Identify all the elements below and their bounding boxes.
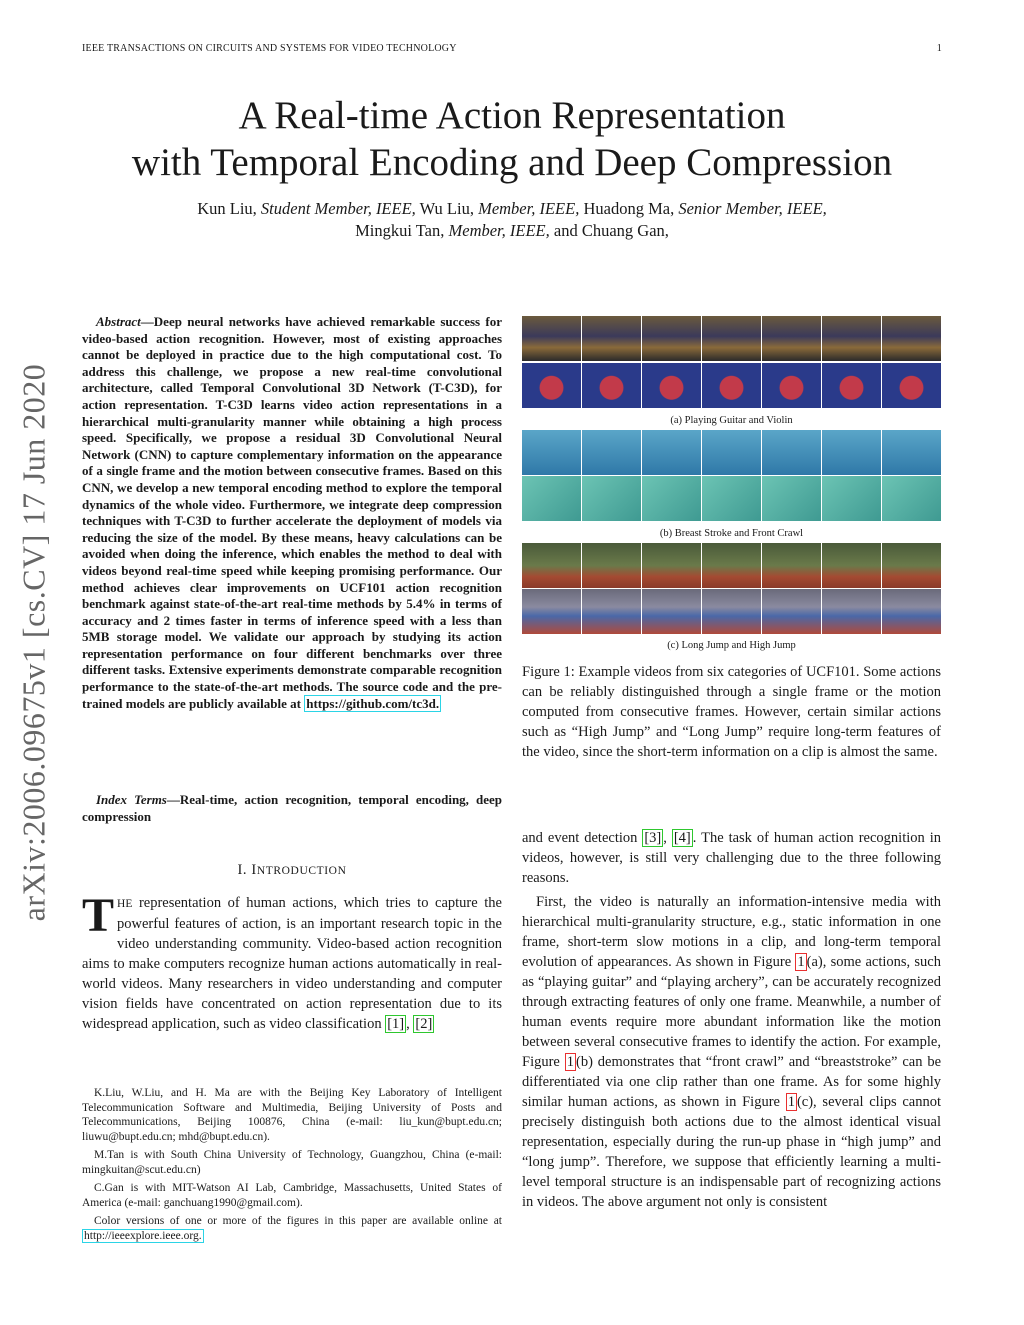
paper-title <box>0 92 1024 186</box>
video-frame <box>522 316 581 361</box>
video-frame <box>582 316 641 361</box>
code-link[interactable]: https://github.com/tc3d. <box>306 695 440 711</box>
video-frame <box>822 363 881 408</box>
video-frame <box>882 476 941 521</box>
video-frame <box>822 589 881 634</box>
paragraph-continuation: and event detection [3] , [4] . The task of human action recognition in videos, however, is still very challenging due to the three following reasons. <box>522 830 941 886</box>
footnotes <box>82 1086 502 1247</box>
author-2: Wu Liu, <box>419 199 474 218</box>
video-frame <box>642 316 701 361</box>
citation-3[interactable]: [3] <box>644 830 662 846</box>
paragraph-first-reason: First, the video is naturally an information-intensive media with hierarchical multi-granularity structure, e.g., static information in one frame, short-term slow motions in a clip, and long-term temporal evolution of appearances. As shown in Figure 1 (a), some actions, such as “playing guitar” and “playing archery”, can be accurately recognized through extracting features of only one frame. Meanwhile, a number of human events require more abundant information like the motion between several consecutive frames to identify the action. For example, Figure 1 (b) demonstrates that “front crawl” and “breaststroke” can be differentiated via one clip rather than one frame. As for some highly similar human actions, as shown in Figure 1 (c), several clips cannot precisely distinguish both actions due to the almost identical visual representation, especially during the run-up phase in “high jump” and “long jump”. Therefore, we suppose that efficiently learning a multi-level temporal structure is an indispensable part of recognizing actions in videos. The above argument not only is consistent <box>522 894 942 1210</box>
author-5: and Chuang Gan, <box>553 221 669 240</box>
video-frame <box>702 476 761 521</box>
video-frame <box>702 363 761 408</box>
video-frame <box>642 363 701 408</box>
page-number: 1 <box>936 43 942 54</box>
author-4-role: Member, IEEE, <box>448 221 550 240</box>
video-frame <box>582 363 641 408</box>
video-frame <box>762 430 821 475</box>
video-frame <box>522 363 581 408</box>
high-jump-strip <box>522 589 941 634</box>
video-frame <box>882 430 941 475</box>
video-frame <box>522 430 581 475</box>
figure-ref[interactable]: 1 <box>797 954 805 970</box>
video-frame <box>762 363 821 408</box>
breaststroke-strip <box>522 430 941 475</box>
video-frame <box>882 363 941 408</box>
video-frame <box>582 430 641 475</box>
video-frame <box>882 589 941 634</box>
figure-ref[interactable]: 1 <box>787 1094 795 1110</box>
caption-a: (a) Playing Guitar and Violin <box>670 415 793 426</box>
video-frame <box>882 316 941 361</box>
intro-paragraph: THE representation of human actions, which tries to capture the powerful features of action, is an important research topic in the video understanding community. Video-based action recognition aims to make computers recognize human actions automatically in real-world videos. Many researchers in video understanding and computer vision fields have concentrated on action representation due to its widespread application, such as video classification [1] , [2] <box>82 889 502 1032</box>
author-3: Huadong Ma, <box>583 199 675 218</box>
abstract <box>82 314 502 712</box>
video-frame <box>822 430 881 475</box>
author-4: Mingkui Tan, <box>355 221 445 240</box>
video-frame <box>822 476 881 521</box>
section-heading: I. INTRODUCTION <box>237 862 347 878</box>
title-line-1: A Real-time Action Representation <box>238 94 786 137</box>
video-frame <box>642 543 701 588</box>
video-frame <box>702 316 761 361</box>
video-frame <box>702 430 761 475</box>
ieee-link[interactable]: http://ieeexplore.ieee.org. <box>84 1229 202 1242</box>
running-header: IEEE TRANSACTIONS ON CIRCUITS AND SYSTEMS FOR VIDEO TECHNOLOGY <box>82 43 457 54</box>
index-terms-label: Index Terms <box>96 792 167 807</box>
video-frame <box>642 589 701 634</box>
right-column-text <box>522 828 941 1212</box>
citation-1[interactable]: [1] <box>387 1016 405 1032</box>
caption-c: (c) Long Jump and High Jump <box>667 640 796 651</box>
guitar-strip <box>522 316 941 361</box>
footnote-affiliation-1: K.Liu, W.Liu, and H. Ma are with the Beijing Key Laboratory of Intelligent Telecommunication Software and Multimedia, Beijing University of Posts and Telecommunications, Beijing 100876, China (e-mail: liu_kun@bupt.edu.cn; liuwu@bupt.edu.cn; mhd@bupt.edu.cn). <box>82 1087 502 1143</box>
abstract-body: —Deep neural networks have achieved remarkable success for video-based action recognition. However, most of existing approaches cannot be deployed in practice due to the high computational cost. To address this challenge, we propose a new real-time convolutional architecture, called Temporal Convolutional 3D Network (T-C3D), for action representation. T-C3D learns video action representations in a hierarchical multi-granularity manner while obtaining a high process speed. Specifically, we propose a residual 3D Convolutional Neural Network (CNN) to capture complementary information on the appearance of a single frame and the motion between consecutive frames. Based on this CNN, we develop a new temporal encoding method to explore the temporal dynamics of the whole video. Furthermore, we integrate deep compression techniques with T-C3D to further accelerate the deployment of models via reducing the size of the model. By these means, heavy calculations can be avoided when doing the inference, which enables the method to deal with videos beyond real-time speed while keeping promising performance. Our method achieves clear improvements on UCF101 action recognition benchmark against state-of-the-art real-time methods by 5.4% in terms of accuracy and 2 times faster in terms of inference speed with a less than 5MB storage model. We validate our approach by studying its action representation performance on four different benchmarks over three different tasks. Extensive experiments demonstrate comparable recognition performance to the state-of-the-art methods. The source code and the pre-trained models are publicly available at <box>82 314 502 711</box>
video-frame <box>702 589 761 634</box>
video-frame <box>762 476 821 521</box>
abstract-label: Abstract <box>96 314 141 329</box>
author-3-role: Senior Member, IEEE, <box>678 199 827 218</box>
video-frame <box>822 543 881 588</box>
figure-ref[interactable]: 1 <box>566 1054 574 1070</box>
author-list <box>0 198 1024 242</box>
video-frame <box>642 476 701 521</box>
video-frame <box>762 589 821 634</box>
video-frame <box>762 316 821 361</box>
footnote-color: Color versions of one or more of the figures in this paper are available online at http://ieeexplore.ieee.org. <box>84 1215 502 1242</box>
long-jump-strip <box>522 543 941 588</box>
video-frame <box>882 543 941 588</box>
footnote-affiliation-3: C.Gan is with MIT-Watson AI Lab, Cambridge, Massachusetts, United States of America (e-mail: ganchuang1990@gmail.com). <box>82 1182 502 1209</box>
author-2-role: Member, IEEE, <box>478 199 580 218</box>
figure-caption: Figure 1: Example videos from six categories of UCF101. Some actions can be reliably distinguished through a single frame or the motion computed from consecutive frames. However, certain similar actions such as “High Jump” and “Long Jump” require long-term features of the video, since the short-term information on a clip is almost the same. <box>522 664 941 760</box>
video-frame <box>762 543 821 588</box>
video-frame <box>582 589 641 634</box>
video-frame <box>642 430 701 475</box>
arxiv-stamp: arXiv:2006.09675v1 [cs.CV] 17 Jun 2020 <box>15 363 52 922</box>
front-crawl-strip <box>522 476 941 521</box>
index-terms-body: —Real-time, action recognition, temporal encoding, deep compression <box>82 792 502 824</box>
drop-cap: T <box>82 889 115 942</box>
citation-4[interactable]: [4] <box>673 830 691 846</box>
index-terms <box>82 792 502 825</box>
author-1-role: Student Member, IEEE, <box>260 199 416 218</box>
video-frame <box>522 476 581 521</box>
video-frame <box>702 543 761 588</box>
video-frame <box>822 316 881 361</box>
title-line-2: with Temporal Encoding and Deep Compression <box>131 141 893 184</box>
video-frame <box>522 543 581 588</box>
video-frame <box>582 543 641 588</box>
author-1: Kun Liu, <box>197 199 257 218</box>
caption-b: (b) Breast Stroke and Front Crawl <box>659 528 804 539</box>
violin-strip <box>522 363 941 408</box>
footnote-affiliation-2: M.Tan is with South China University of Technology, Guangzhou, China (e-mail: mingkuitan@scut.edu.cn) <box>82 1149 502 1176</box>
video-frame <box>582 476 641 521</box>
video-frame <box>522 589 581 634</box>
citation-2[interactable]: [2] <box>415 1016 433 1032</box>
